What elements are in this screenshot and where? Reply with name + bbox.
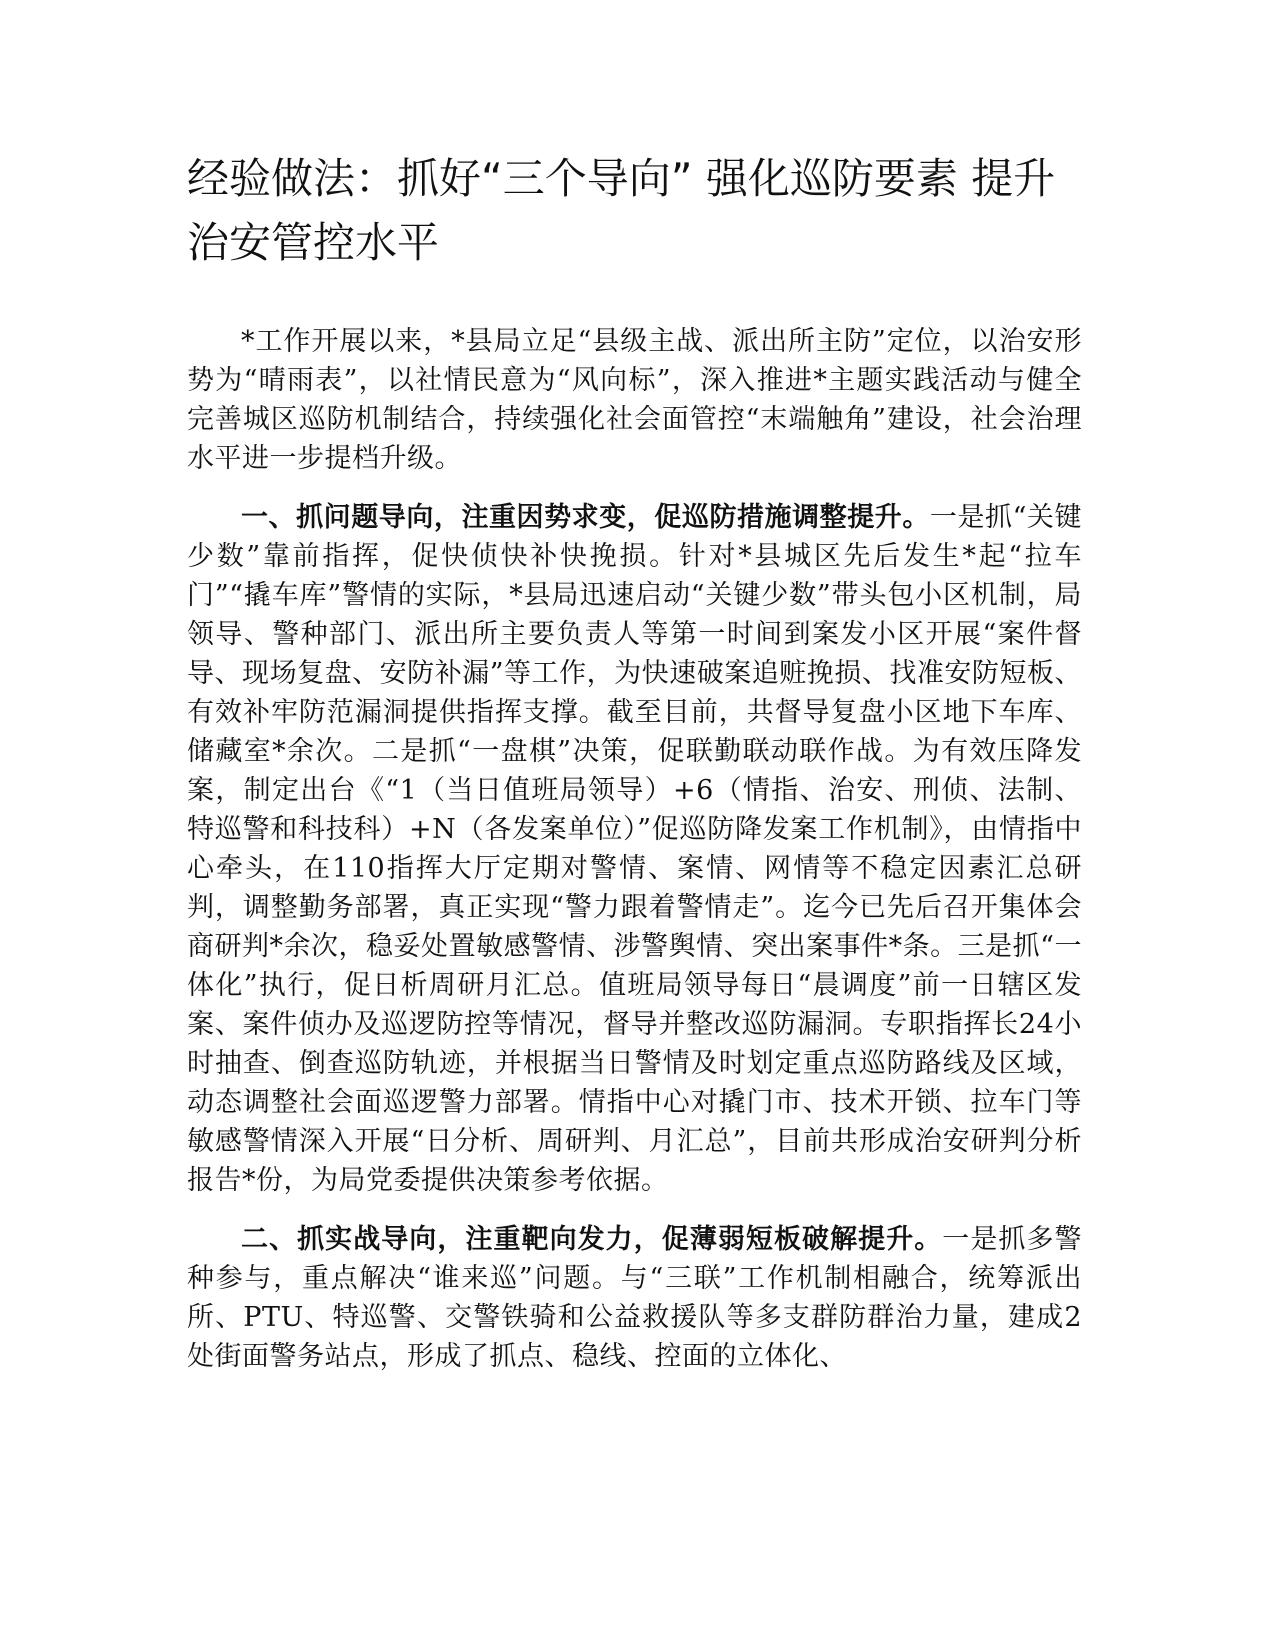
document-title: 经验做法：抓好“三个导向” 强化巡防要素 提升治安管控水平 [187,154,1056,267]
section-1-heading: 一、抓问题导向，注重因势求变，促巡防措施调整提升。 [241,502,930,533]
section-1-paragraph [187,498,1082,1200]
section-2-paragraph [187,1220,1082,1376]
document-body [187,322,1082,1396]
section-2-text: 一是抓多警种参与，重点解决“谁来巡”问题。与“三联”工作机制相融合，统筹派出所、PTU、特巡警、交警铁骑和公益救援队等多支群防群治力量，建成2处街面警务站点，形成了抓点、稳线、控面的立体化、 [187,1224,1083,1372]
section-2-heading: 二、抓实战导向，注重靶向发力，促薄弱短板破解提升。 [241,1224,943,1255]
intro-paragraph: *工作开展以来，*县局立足“县级主战、派出所主防”定位，以治安形势为“晴雨表”，以社情民意为“风向标”，深入推进*主题实践活动与健全完善城区巡防机制结合，持续强化社会面管控“末端触角”建设，社会治理水平进一步提档升级。 [187,326,1082,474]
section-1-text: 一是抓“关键少数”靠前指挥，促快侦快补快挽损。针对*县城区先后发生*起“拉车门”“撬车库”警情的实际，*县局迅速启动“关键少数”带头包小区机制，局领导、警种部门、派出所主要负责人等第一时间到案发小区开展“案件督导、现场复盘、安防补漏”等工作，为快速破案追赃挽损、找准安防短板、有效补牢防范漏洞提供指挥支撑。截至目前，共督导复盘小区地下车库、储藏室*余次。二是抓“一盘棋”决策，促联勤联动联作战。为有效压降发案，制定出台《“1（当日值班局领导）+6（情指、治安、刑侦、法制、特巡警和科技科）+N（各发案单位）”促巡防降发案工作机制》，由情指中心牵头，在110指挥大厅定期对警情、案情、网情等不稳定因素汇总研判，调整勤务部署，真正实现“警力跟着警情走”。迄今已先后召开集体会商研判*余次，稳妥处置敏感警情、涉警舆情、突出案事件*条。三是抓“一体化”执行，促日析周研月汇总。值班局领导每日“晨调度”前一日辖区发案、案件侦办及巡逻防控等情况，督导并整改巡防漏洞。专职指挥长24小时抽查、倒查巡防轨迹，并根据当日警情及时划定重点巡防路线及区域，动态调整社会面巡逻警力部署。情指中心对撬门市、技术开锁、拉车门等敏感警情深入开展“日分析、周研判、月汇总”，目前共形成治安研判分析报告*份，为局党委提供决策参考依据。 [187,502,1082,1196]
